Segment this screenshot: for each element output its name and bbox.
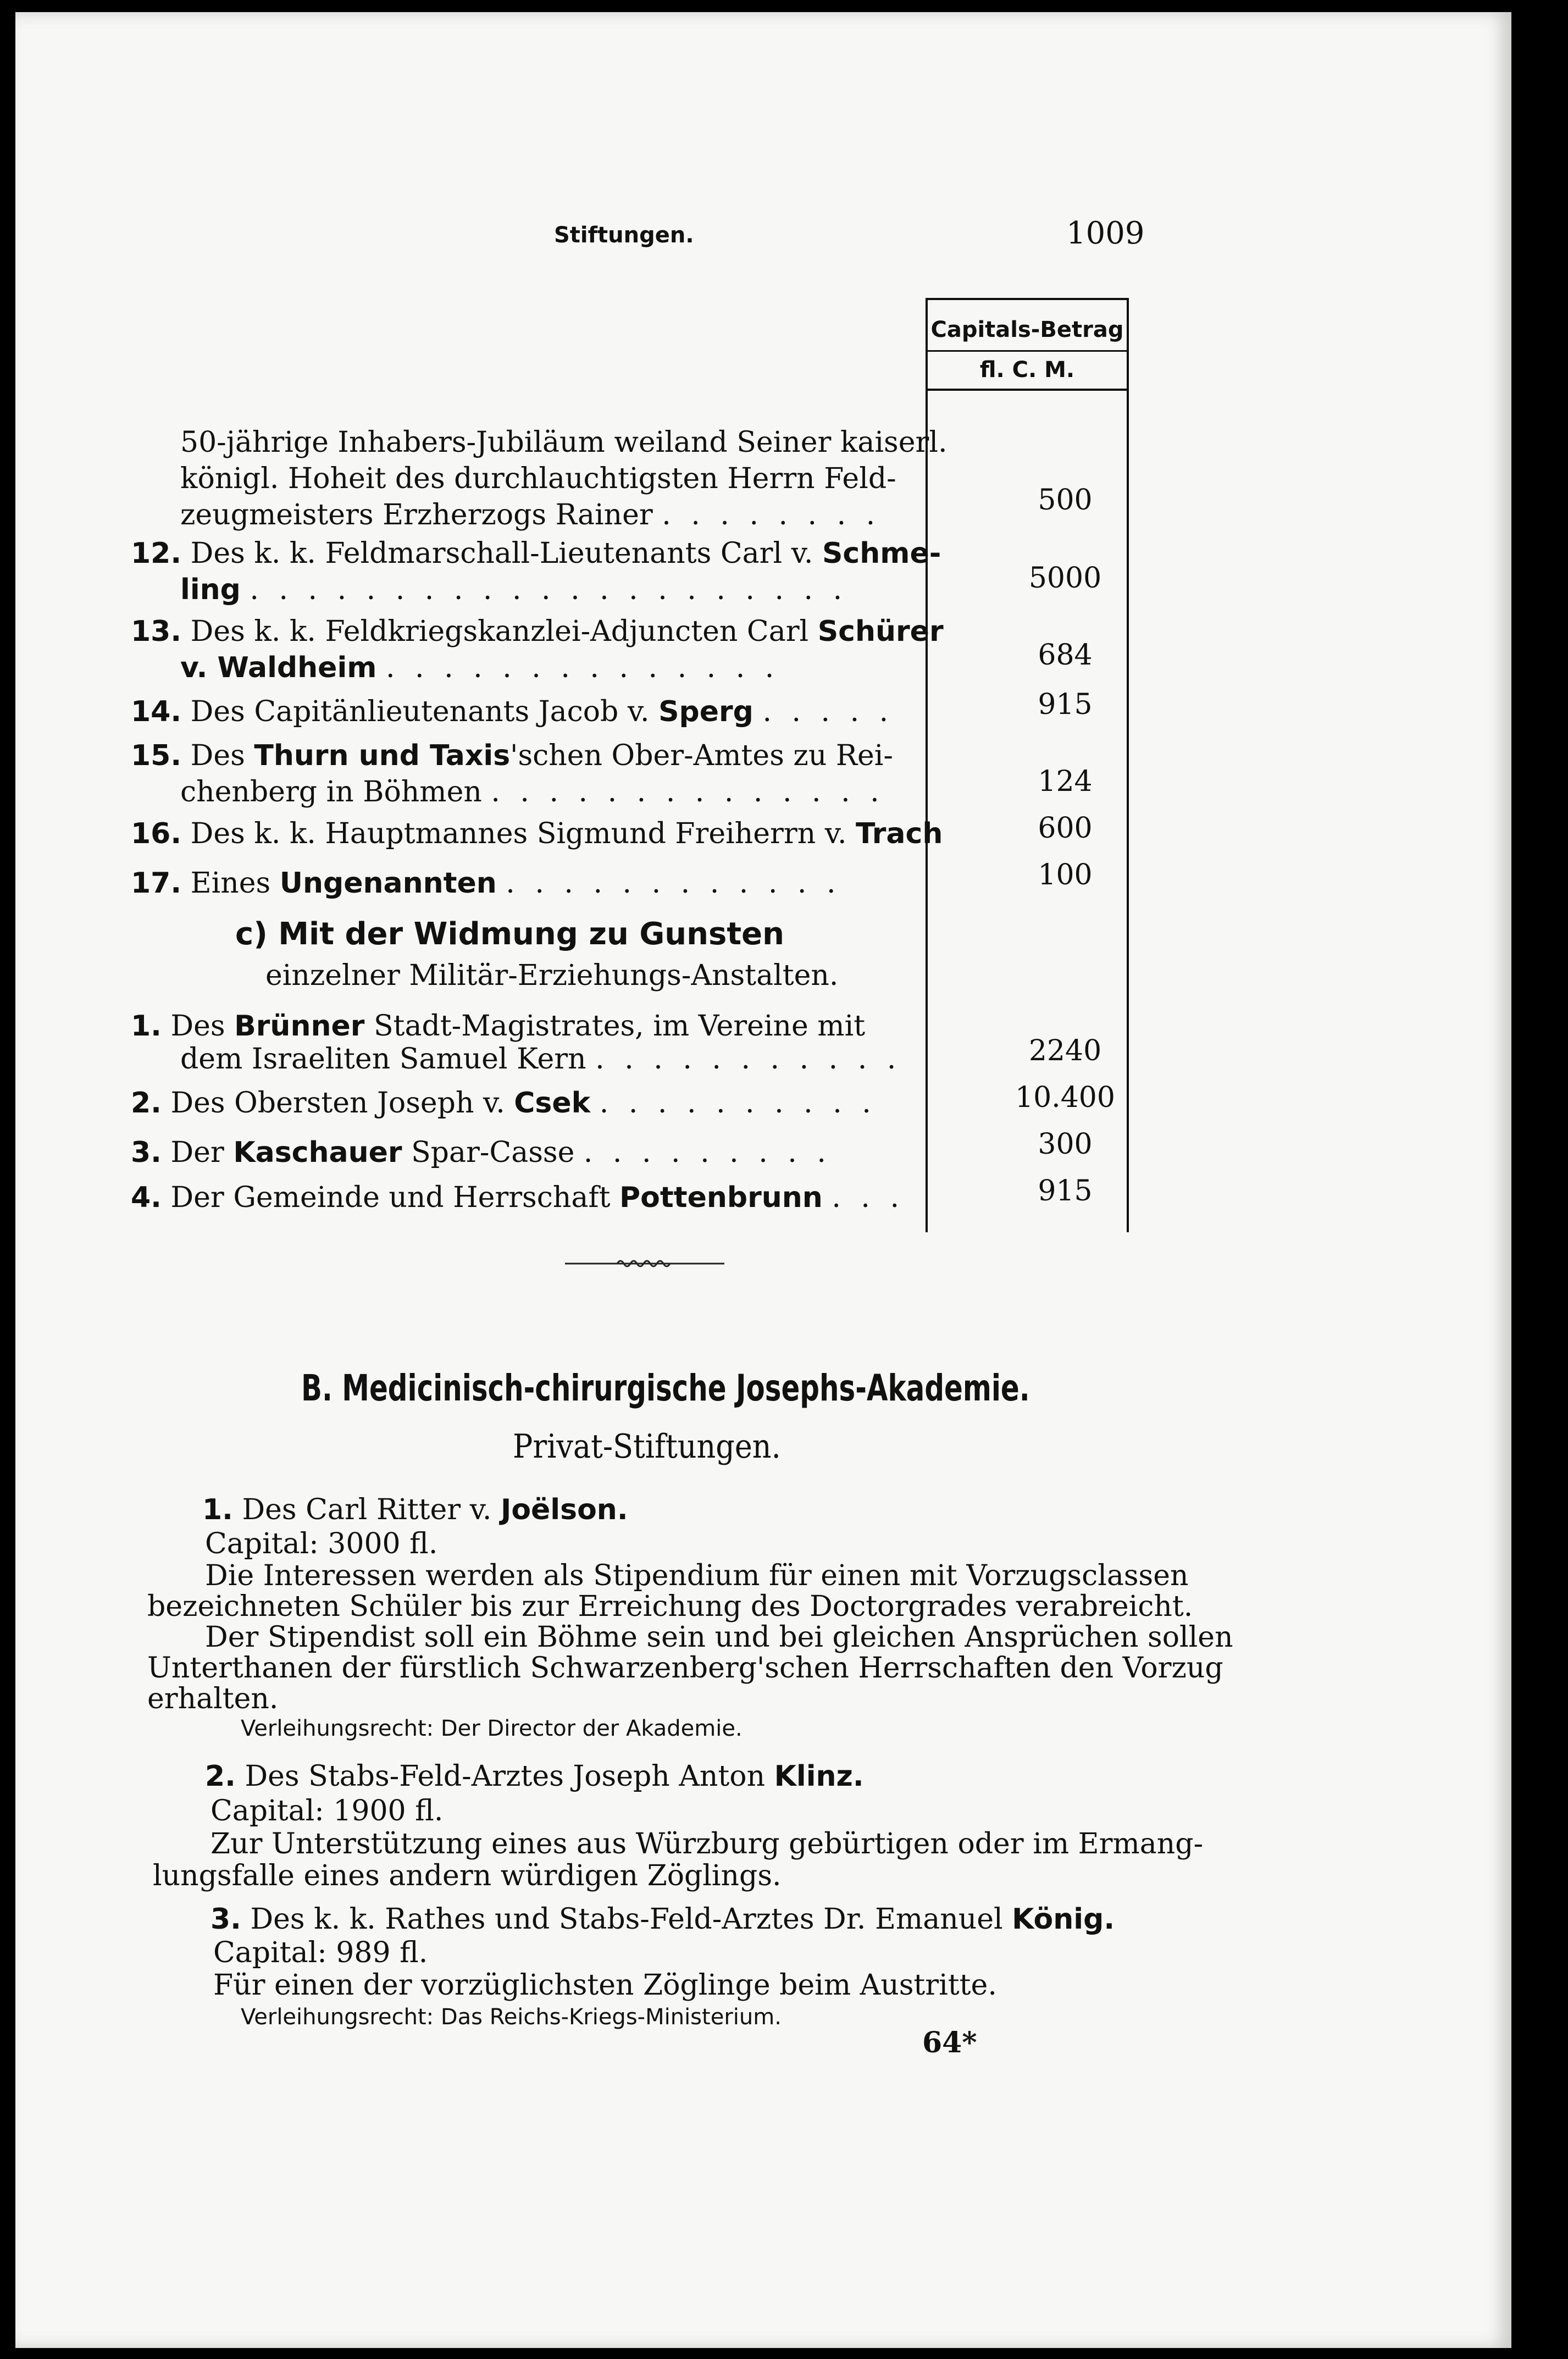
capital-line: Capital: 1900 fl. <box>210 1795 444 1828</box>
entry-text: Des k. k. Feldmarschall-Lieutenants Carl v. <box>190 537 813 570</box>
capital-value: 5000 <box>1028 562 1102 595</box>
capital-value: 2240 <box>1028 1034 1102 1067</box>
entry-text: chenberg in Böhmen <box>180 776 482 809</box>
entry-text: Der <box>170 1136 224 1169</box>
entry-name: ling <box>180 573 241 606</box>
section-b-subtitle: Privat-Stiftungen. <box>513 1427 781 1466</box>
entry-text: Spar-Casse <box>411 1136 575 1169</box>
table-head-rule <box>926 389 1129 391</box>
entry-text: Der Gemeinde und Herrschaft <box>170 1181 611 1214</box>
entry-name: Ungenannten <box>279 867 497 900</box>
conferral-right: Verleihungsrecht: Das Reichs-Kriegs-Ministerium. <box>241 2004 782 2030</box>
entry-name: Pottenbrunn <box>619 1181 823 1214</box>
ornament-divider <box>565 1257 724 1270</box>
entry-number: 1. <box>131 1010 162 1043</box>
entry-text: königl. Hoheit des durchlauchtigsten Herrn Feld- <box>180 462 896 495</box>
entry-text: Stadt-Magistrates, im Vereine mit <box>373 1010 866 1043</box>
entry-text: Des <box>190 739 245 772</box>
paragraph-line: Unterthanen der fürstlich Schwarzenberg'schen Herrschaften den Vorzug <box>147 1652 1223 1685</box>
capital-line: Capital: 3000 fl. <box>205 1527 438 1560</box>
entry-name: v. Waldheim <box>180 651 377 684</box>
entry-number: 16. <box>131 817 182 850</box>
entry-name: Trach <box>856 817 943 850</box>
entry-text: Des Carl Ritter v. <box>242 1493 492 1526</box>
entry-name: König. <box>1012 1903 1115 1936</box>
capital-value: 10.400 <box>1015 1081 1115 1114</box>
entry-text: 50-jährige Inhabers-Jubiläum weiland Seiner kaiserl. <box>180 426 948 459</box>
entry-text: 'schen Ober-Amtes zu Rei- <box>510 739 893 772</box>
leader-dots: . . . . . . . . . . . <box>595 1043 902 1076</box>
paragraph-line: Der Stipendist soll ein Böhme sein und bei gleichen Ansprüchen sollen <box>205 1621 1233 1654</box>
entry-name: Brünner <box>234 1010 365 1043</box>
capital-line: Capital: 989 fl. <box>213 1936 428 1969</box>
table-column-unit: fl. C. M. <box>979 357 1075 383</box>
capital-value: 124 <box>1038 765 1093 798</box>
capital-value: 300 <box>1038 1128 1093 1161</box>
entry-name: Thurn und Taxis <box>254 739 511 772</box>
entry-text: Des Obersten Joseph v. <box>170 1087 505 1120</box>
entry-name: Sperg <box>658 695 753 728</box>
leader-dots: . . . . . . . . . . <box>599 1087 877 1120</box>
entry-text: Des Capitänlieutenants Jacob v. <box>190 695 650 728</box>
entry-text: Des k. k. Feldkriegskanzlei-Adjuncten Carl <box>190 615 809 648</box>
entry-text: Des Stabs-Feld-Arztes Joseph Anton <box>245 1760 766 1793</box>
entry-number: 2. <box>131 1087 162 1120</box>
capital-value: 600 <box>1038 812 1093 845</box>
table-top-rule <box>926 298 1129 300</box>
entry-number: 14. <box>131 695 182 728</box>
capital-value: 500 <box>1038 484 1093 517</box>
entry-name: Schürer <box>817 615 944 648</box>
entry-number: 3. <box>131 1136 162 1169</box>
running-title: Stiftungen. <box>554 223 694 248</box>
leader-dots: . . . . . . . . . . . . . . <box>385 651 780 684</box>
table-mid-rule <box>926 350 1129 352</box>
entry-number: 12. <box>131 537 182 570</box>
paragraph-line: Für einen der vorzüglichsten Zöglinge beim Austritte. <box>213 1969 997 2002</box>
entry-text: zeugmeisters Erzherzogs Rainer <box>180 499 653 531</box>
entry-text: Des <box>170 1010 225 1043</box>
paragraph-line: erhalten. <box>147 1682 279 1715</box>
page-sheet <box>15 12 1511 2348</box>
leader-dots: . . . . . . . . . <box>583 1136 832 1169</box>
entry-name: Joëlson. <box>500 1493 628 1526</box>
entry-text: Des k. k. Hauptmannes Sigmund Freiherrn v. <box>190 817 847 850</box>
entry-name: Csek <box>514 1087 591 1120</box>
entry-name: Kaschauer <box>233 1136 402 1169</box>
entry-name: Klinz. <box>774 1760 864 1793</box>
leader-dots: . . . . . . . . . . . . <box>506 867 841 900</box>
table-column-title: Capitals-Betrag <box>930 317 1124 342</box>
conferral-right: Verleihungsrecht: Der Director der Akademie. <box>241 1716 743 1741</box>
entry-number: 17. <box>131 867 182 900</box>
entry-name: Schme- <box>822 537 941 570</box>
entry-text: Eines <box>190 867 271 900</box>
paragraph-line: Die Interessen werden als Stipendium für einen mit Vorzugsclassen <box>205 1559 1189 1592</box>
entry-number: 4. <box>131 1181 162 1214</box>
leader-dots: . . . . . . . . <box>662 499 881 531</box>
section-b-title: B. Medicinisch-chirurgische Josephs-Akademie. <box>301 1367 1030 1409</box>
capital-value: 915 <box>1038 688 1093 721</box>
leader-dots: . . . <box>832 1181 905 1214</box>
leader-dots: . . . . . . . . . . . . . . . . . . . . . <box>250 573 848 606</box>
capital-value: 100 <box>1038 859 1093 891</box>
entry-text: Des k. k. Rathes und Stabs-Feld-Arztes Dr. Emanuel <box>250 1903 1003 1936</box>
capital-value: 915 <box>1038 1175 1093 1208</box>
paragraph-line: lungsfalle eines andern würdigen Zöglings. <box>153 1859 782 1892</box>
entry-number: 3. <box>210 1903 241 1936</box>
leader-dots: . . . . . <box>762 695 894 728</box>
paragraph-line: bezeichneten Schüler bis zur Erreichung des Doctorgrades verabreicht. <box>147 1590 1193 1623</box>
entry-number: 13. <box>131 615 182 648</box>
capital-value: 684 <box>1038 639 1093 672</box>
entry-number: 1. <box>202 1493 233 1526</box>
page-number: 1009 <box>1066 215 1145 251</box>
paragraph-line: Zur Unterstützung eines aus Würzburg gebürtigen oder im Ermang- <box>210 1828 1204 1860</box>
section-c-title: c) Mit der Widmung zu Gunsten <box>235 916 784 952</box>
signature-mark: 64* <box>922 2026 977 2059</box>
entry-text: dem Israeliten Samuel Kern <box>180 1043 586 1076</box>
entry-number: 2. <box>205 1760 236 1793</box>
leader-dots: . . . . . . . . . . . . . . <box>491 776 885 809</box>
entry-number: 15. <box>131 739 182 772</box>
section-c-subtitle: einzelner Militär-Erziehungs-Anstalten. <box>265 959 839 992</box>
